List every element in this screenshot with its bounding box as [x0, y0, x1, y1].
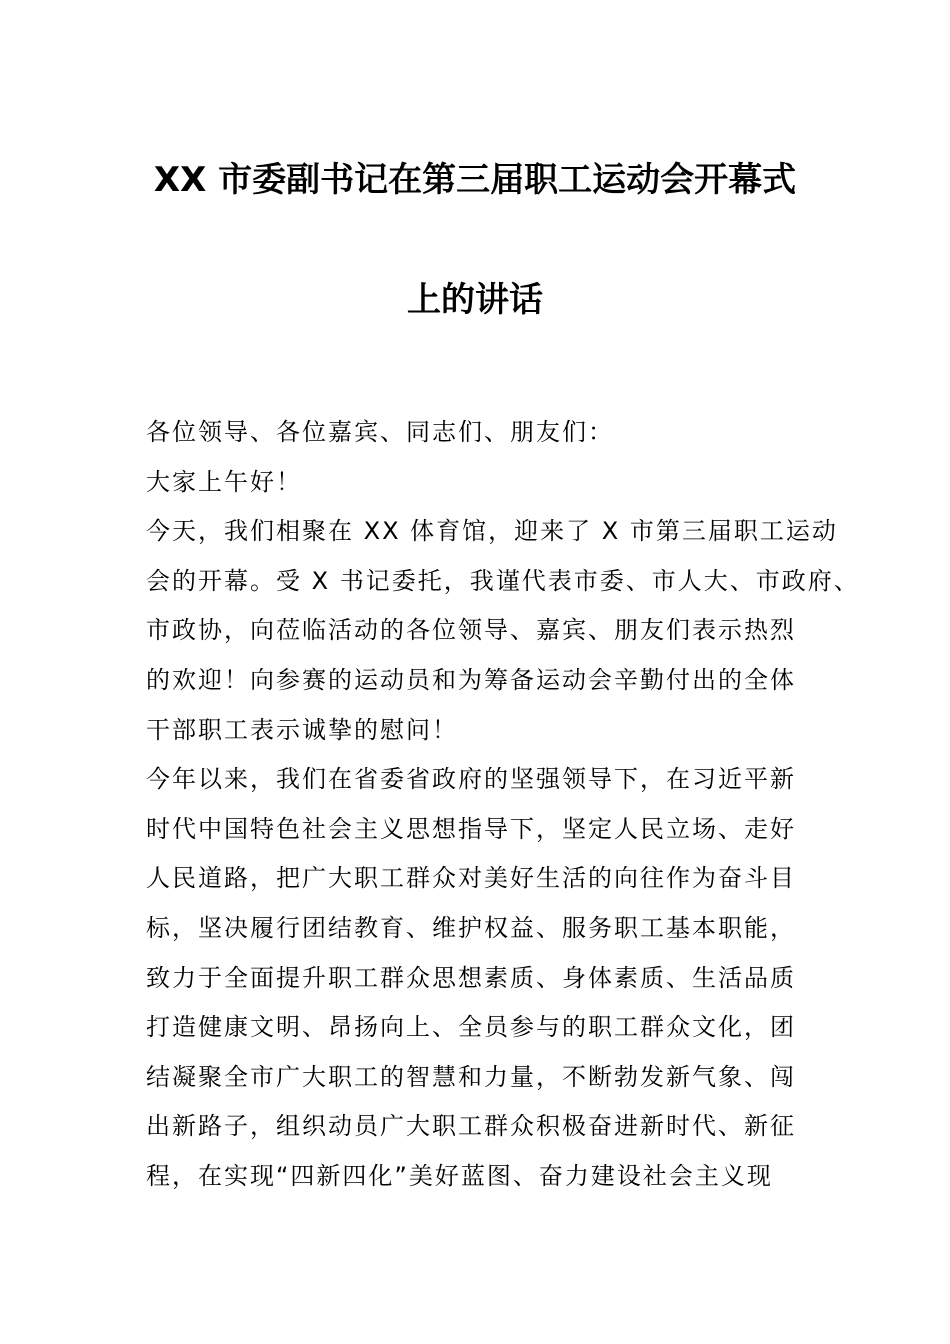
paragraph-2-line: 今年以来，我们在省委省政府的坚强领导下，在习近平新 — [146, 765, 796, 794]
paragraph-1-line: 的欢迎！向参赛的运动员和为筹备运动会辛勤付出的全体 — [146, 665, 796, 694]
paragraph-1-line: 市政协，向莅临活动的各位领导、嘉宾、朋友们表示热烈 — [146, 616, 796, 645]
paragraph-2-line: 结凝聚全市广大职工的智慧和力量，不断勃发新气象、闯 — [146, 1062, 796, 1091]
paragraph-1-line: 今天，我们相聚在 XX 体育馆，迎来了 X 市第三届职工运动 — [146, 517, 838, 546]
greeting: 大家上午好！ — [146, 467, 302, 496]
paragraph-2-line: 时代中国特色社会主义思想指导下，坚定人民立场、走好 — [146, 814, 796, 843]
paragraph-2-line: 程，在实现“四新四化”美好蓝图、奋力建设社会主义现 — [146, 1161, 773, 1190]
paragraph-2-line: 标，坚决履行团结教育、维护权益、服务职工基本职能， — [146, 913, 796, 942]
paragraph-2-line: 人民道路，把广大职工群众对美好生活的向往作为奋斗目 — [146, 864, 796, 893]
document-body — [146, 408, 860, 1202]
document-title-line-2: 上的讲话 — [407, 280, 543, 320]
document-title-line-1: XX 市委副书记在第三届职工运动会开幕式 — [153, 160, 797, 200]
paragraph-2-line: 致力于全面提升职工群众思想素质、身体素质、生活品质 — [146, 963, 796, 992]
paragraph-1-line: 干部职工表示诚挚的慰问！ — [146, 715, 458, 744]
paragraph-1-line: 会的开幕。受 X 书记委托，我谨代表市委、市人大、市政府、 — [146, 566, 860, 595]
salutation: 各位领导、各位嘉宾、同志们、朋友们： — [146, 418, 614, 446]
paragraph-2-line: 出新路子，组织动员广大职工群众积极奋进新时代、新征 — [146, 1112, 796, 1141]
paragraph-2-line: 打造健康文明、昂扬向上、全员参与的职工群众文化，团 — [146, 1013, 796, 1042]
